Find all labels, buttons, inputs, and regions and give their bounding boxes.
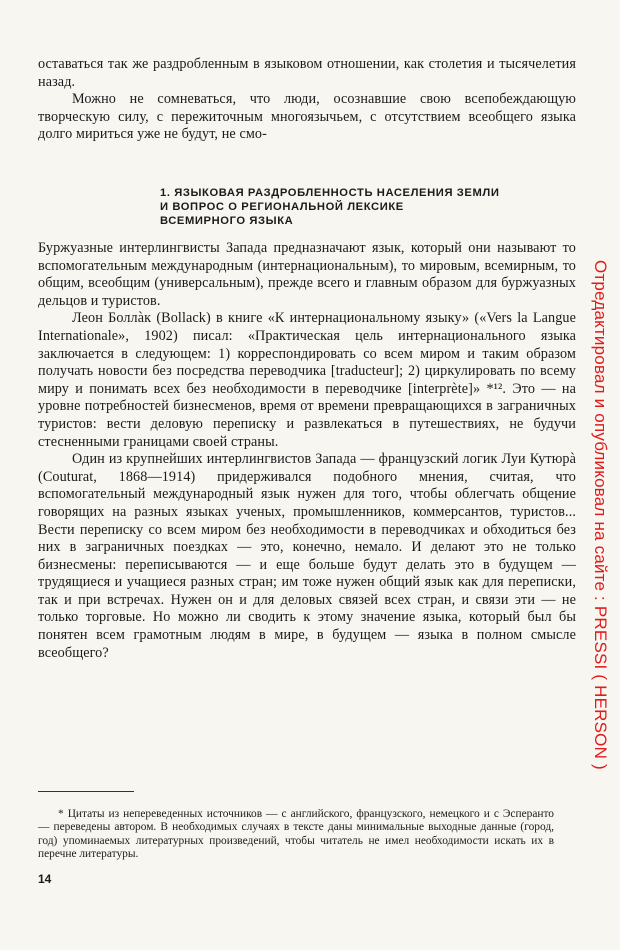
page-number: 14 bbox=[38, 872, 52, 886]
main-paragraph-2: Леон Боллàк (Bollack) в книге «К интернациональному языку» («Vers la Langue Internationale», 1902) писал: «Практическая цель интернационального языка заключается в следующем: 1) корреспондировать со всем миром и таким образом получать новости без посредства переводчика [traducteur]; 2) циркулировать по всему миру и понимать всех без необходимости в переводчике [interprète]» *¹². Это — на уровне потребностей бизнесменов, время от времени превращающихся в заграничных туристов: вести деловую переписку и развлекаться в путешествиях, не будучи стесненными границами своей страны. bbox=[38, 310, 576, 450]
footnote-text: * Цитаты из непереведенных источников — с английского, французского, немецкого и с Эсперанто — переведены автором. В необходимых случаях в тексте даны минимальные выходные данные (город, год) упоминаемых литературных произведений, чтобы читатель не имел необходимости искать их в перечне литературы. bbox=[38, 808, 554, 861]
main-paragraph-1: Буржуазные интерлингвисты Запада предназначают язык, который они называют то вспомогательным международным (интернациональным), то мировым, всемирным, то общим, всеобщим (универсальным), прежде всего и главным образом для буржуазных дельцов и туристов. bbox=[38, 240, 576, 309]
section-heading bbox=[160, 186, 550, 229]
footnote-divider bbox=[38, 791, 134, 792]
section-heading-line-3: ВСЕМИРНОГО ЯЗЫКА bbox=[160, 215, 294, 228]
intro-text bbox=[38, 56, 576, 144]
intro-paragraph-1: оставаться так же раздробленным в языковом отношении, как столетия и тысячелетия назад. bbox=[38, 56, 576, 90]
main-text bbox=[38, 240, 576, 662]
footnote bbox=[38, 808, 554, 862]
main-paragraph-3: Один из крупнейших интерлингвистов Запада — французский логик Луи Кутюрà (Couturat, 1868—1914) придерживался подобного мнения, считая, что вспомогательный международный язык нужен для того, чтобы облегчать общение говорящих на разных языках ученых, промышленников, коммерсантов, туристов... Вести переписку со всем миром без необходимости в переводчиках и обходиться без них в заграничных поездках — это, конечно, немало. И делают это не только бизнесмены: переписываются — и еще больше будут делать это в будущем — трудящиеся и учащиеся разных стран; им тоже нужен общий язык как для переписки, так и при встречах. Нужен он и для деловых связей всех стран, и связи эти — не только торговые. Но можно ли сводить к этому значение языка, который был бы понятен всем грамотным людям в мире, в будущем — языка в полном смысле всеобщего? bbox=[38, 451, 576, 661]
intro-paragraph-2: Можно не сомневаться, что люди, осознавшие свою всепобеждающую творческую силу, с пережиточным многоязычьем, с отсутствием всеобщего языка долго мириться уже не будут, не смо- bbox=[38, 91, 576, 143]
section-heading-line-2: И ВОПРОС О РЕГИОНАЛЬНОЙ ЛЕКСИКЕ bbox=[160, 201, 404, 214]
section-heading-line-1: 1. ЯЗЫКОВАЯ РАЗДРОБЛЕННОСТЬ НАСЕЛЕНИЯ ЗЕМЛИ bbox=[160, 187, 500, 199]
watermark-text: Отредактировал и опубликовал на сайте : PRESSI ( HERSON ) bbox=[591, 260, 610, 770]
